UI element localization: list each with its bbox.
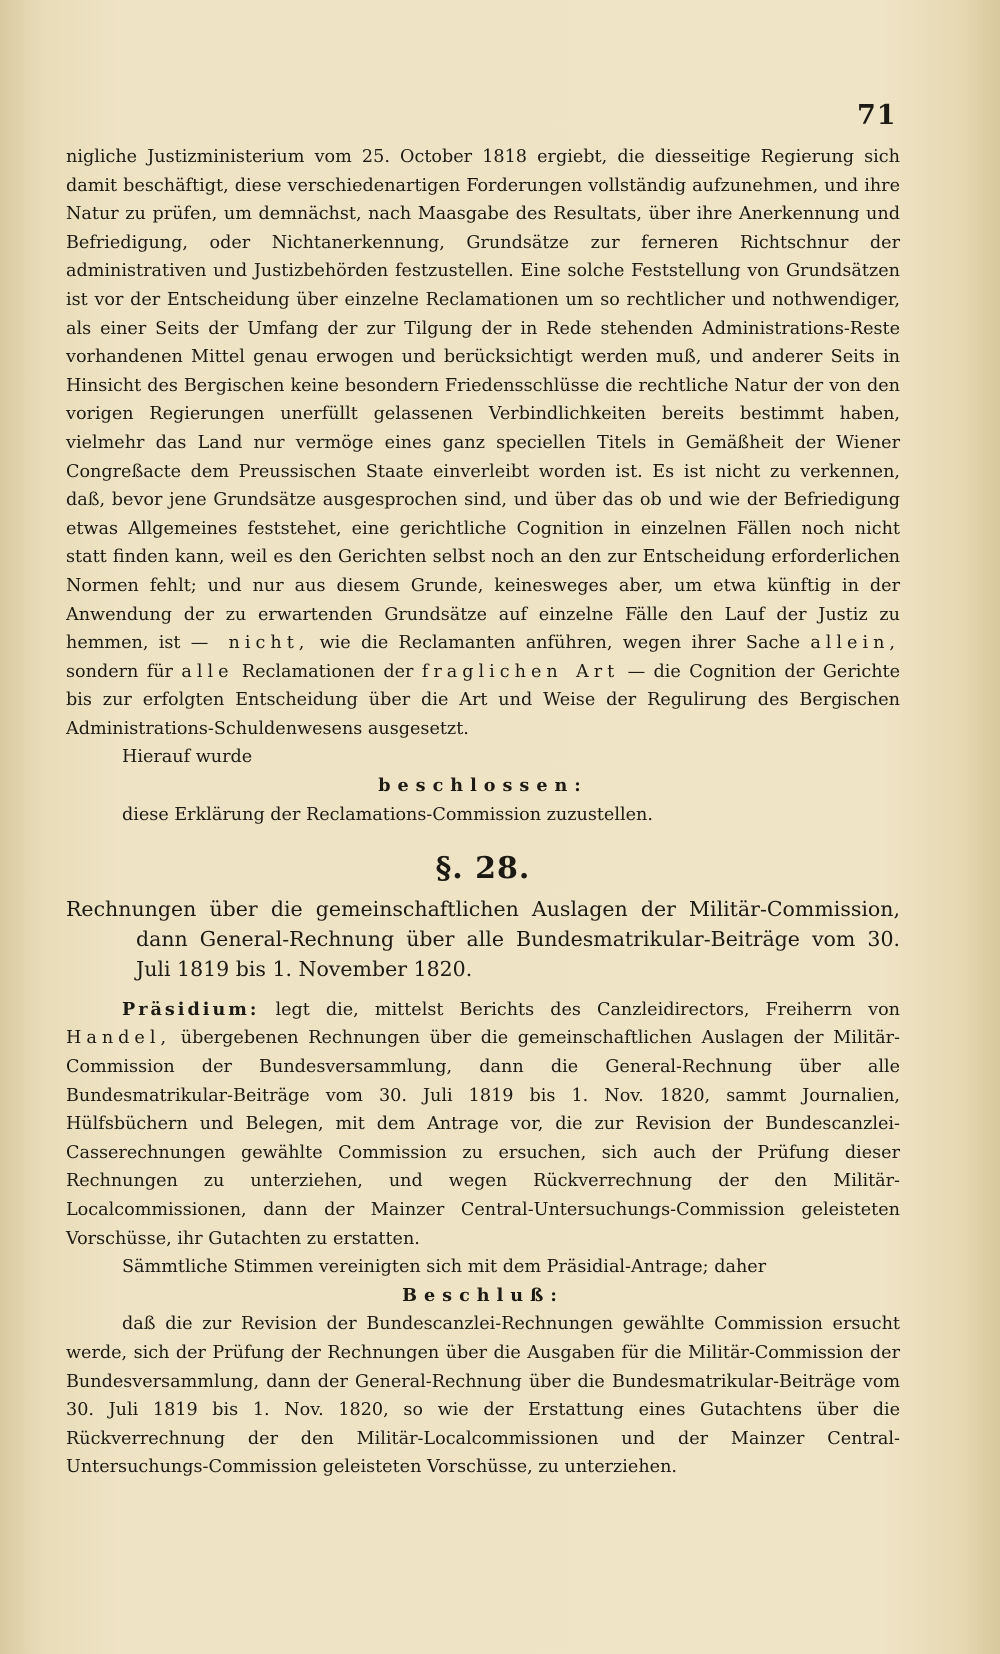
praesidium-name: Handel, — [66, 1028, 172, 1049]
praesidium-text2: übergebenen Rechnungen über die gemeinschaftlichen Auslagen der Militär-Commission der Bundesversammlung, dann die General-Rechnung über alle Bundesmatrikular-Beiträge vom 30. Juli 1819 bis 1. Nov. 1820, sammt Journalien, Hülfsbüchern und Belegen, mit dem Antrage vor, die zur Revision der Bundescanzlei-Casserechnungen gewählte Commission zu ersuchen, sich auch der Prüfung dieser Rechnungen zu unterziehen, und wegen Rückverrechnung der den Militär-Localcommissionen, dann der Mainzer Central-Untersuchungs-Commission geleisteten Vorschüsse, ihr Gutachten zu erstatten. — [66, 1028, 901, 1249]
paragraph1-text: nigliche Justizministerium vom 25. October 1818 ergiebt, die diesseitige Regierung sich damit beschäftigt, diese verschiedenartigen Forderungen vollständig aufzunehmen, und ihre Natur zu prüfen, um demnächst, nach Maasgabe des Resultats, über ihre Anerkennung und Befriedigung, oder Nichtanerkennung, Grundsätze zur ferneren Richtschnur der administrativen und Justizbehörden festzustellen. Eine solche Feststellung von Grundsätzen ist vor der Entscheidung über einzelne Reclamationen um so rechtlicher und nothwendiger, als einer Seits der Umfang der zur Tilgung der in Rede stehenden Administrations-Reste vorhandenen Mittel genau erwogen und berücksichtigt werden muß, und anderer Seits in Hinsicht des Bergischen keine besondern Friedensschlüsse die rechtliche Natur der von den vorigen Regierungen unerfüllt gelassenen Verbindlichkeiten bereits bestimmt haben, vielmehr das Land nur vermöge eines ganz speciellen Titels in Gemäßheit der Wiener Congreßacte dem Preussischen Staate einverleibt worden ist. Es ist nicht zu verkennen, daß, bevor jene Grundsätze ausgesprochen sind, und über das ob und wie der Befriedigung etwas Allgemeines feststehet, eine gerichtliche Cognition in einzelnen Fällen noch nicht statt finden kann, weil es den Gerichten selbst noch an den zur Entscheidung erforderlichen Normen fehlt; und nur aus diesem Grunde, keinesweges aber, um etwa künftig in der Anwendung der zu erwartenden Grundsätze auf einzelne Fälle den Lauf der Justiz zu hemmen, ist — [66, 147, 900, 654]
paragraph1-mid3: Reclamationen der — [241, 661, 414, 682]
beschlossen-label: beschlossen: — [378, 775, 588, 797]
saemmtliche-line: Sämmtliche Stimmen vereinigten sich mit dem Präsidial-Antrage; daher — [122, 1257, 767, 1278]
emphasis-allein: allein, — [810, 633, 901, 654]
praesidium-paragraph — [66, 996, 900, 1253]
emphasis-fraglichen: fraglichen Art — [421, 661, 620, 682]
page-number: 71 — [857, 100, 897, 131]
praesidium-text: legt die, mittelst Berichts des Canzleidirectors, Freiherrn von — [275, 999, 900, 1020]
section-heading: Rechnungen über die gemeinschaftlichen Auslagen der Militär-Commission, dann General-Rechnung über alle Bundesmatrikular-Beiträge vom 30. Juli 1819 bis 1. November 1820. — [66, 896, 900, 981]
document-body — [66, 143, 900, 1482]
hierauf-line: Hierauf wurde — [122, 747, 253, 768]
paragraph1-end: — die Cognition der Gerichte bis zur erfolgten Entscheidung über die Art und Weise der Regulirung des Bergischen Administrations-Schuldenwesens ausgesetzt. — [66, 661, 901, 739]
beschluss-text: daß die zur Revision der Bundescanzlei-Rechnungen gewählte Commission ersucht werde, sich der Prüfung der Rechnungen über die Ausgaben für die Militär-Commission der Bundesversammlung, dann der General-Rechnung über die Bundesmatrikular-Beiträge vom 30. Juli 1819 bis 1. Nov. 1820, so wie der Erstattung eines Gutachtens über die Rückverrechnung der den Militär-Localcommissionen und der Mainzer Central-Untersuchungs-Commission geleisteten Vorschüsse, zu unterziehen. — [66, 1314, 900, 1478]
beschluss-label: Beschluß: — [402, 1284, 564, 1306]
paragraph-continued — [66, 143, 900, 743]
emphasis-alle: alle — [181, 661, 234, 682]
emphasis-nicht: — nicht, — [190, 633, 310, 654]
beschlossen-text: diese Erklärung der Reclamations-Commission zuzustellen. — [122, 804, 653, 825]
paragraph1-mid: wie die Reclamanten anführen, wegen ihrer Sache — [319, 633, 801, 654]
section-number: §. 28. — [435, 851, 531, 887]
praesidium-label: Präsidium: — [122, 998, 260, 1020]
paragraph1-mid2: sondern für — [66, 661, 173, 682]
